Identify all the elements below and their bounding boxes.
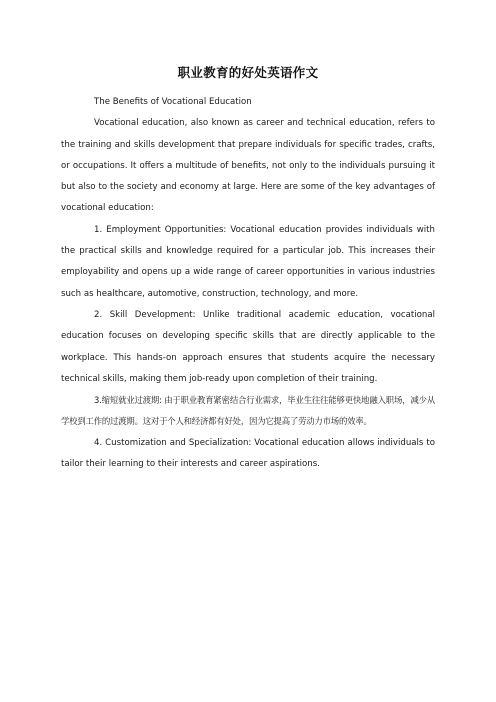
paragraph-customization: 4. Customization and Specialization: Vocational education allows individuals to tailor their learning to their interests and career aspirations. (61, 437, 435, 470)
document-body (61, 92, 435, 475)
paragraph-transition-period: 3.缩短就业过渡期: 由于职业教育紧密结合行业需求，毕业生往往能够更快地融入职场，减少从学校到工作的过渡期。这对于个人和经济都有好处，因为它提高了劳动力市场的效率。 (61, 395, 435, 427)
document-title: 职业教育的好处英语作文 (177, 65, 319, 80)
paragraph-skill-development: 2. Skill Development: Unlike traditional academic education, vocational education focuses on developing specific skills that are directly applicable to the workplace. This hands-on approach ensures that students acquire the necessary technical skills, making them job-ready upon completion of their training. (61, 309, 435, 384)
paragraph-intro: Vocational education, also known as career and technical education, refers to the training and skills development that prepare individuals for specific trades, crafts, or occupations. It offers a multitude of benefits, not only to the individuals pursuing it but also to the society and economy at large. Here are some of the key advantages of vocational education: (61, 118, 435, 214)
document-subtitle: The Benefits of Vocational Education (94, 97, 252, 107)
paragraph-employment: 1. Employment Opportunities: Vocational education provides individuals with the practical skills and knowledge required for a particular job. This increases their employability and opens up a wide range of career opportunities in various industries such as healthcare, automotive, construction, technology, and more. (61, 224, 435, 299)
